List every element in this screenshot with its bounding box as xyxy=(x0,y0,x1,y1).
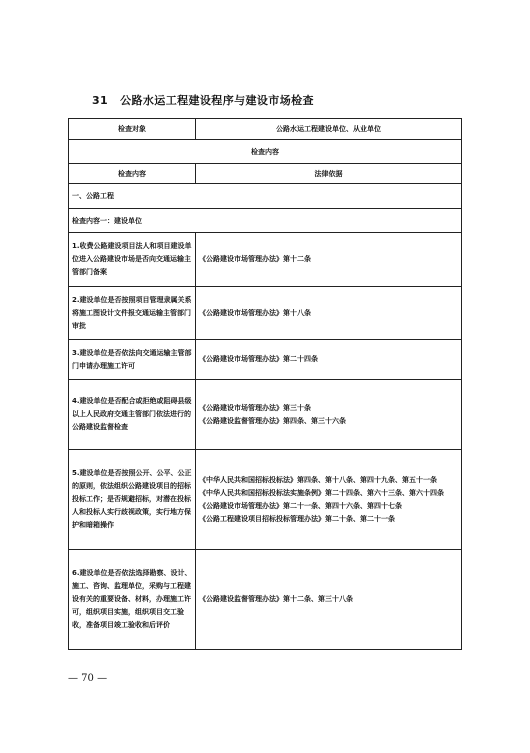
legal-basis-line: 《中华人民共和国招标投标法》第四条、第十八条、第四十九条、第五十一条 xyxy=(199,475,437,484)
check-item: 2.建设单位是否按照项目管理隶属关系将施工图设计文件报交通运输主管部门审批 xyxy=(69,287,196,340)
table-row xyxy=(69,380,462,450)
legal-basis xyxy=(196,450,462,550)
legal-basis-line: 《公路建设市场管理办法》第二十一条、第四十六条、第四十七条 xyxy=(199,501,402,510)
section-title: 公路水运工程建设程序与建设市场检查 xyxy=(120,94,314,107)
check-item: 3.建设单位是否依法向交通运输主管部门申请办理施工许可 xyxy=(69,340,196,380)
subsection-label: 检查内容一：建设单位 xyxy=(69,209,462,233)
table-row xyxy=(69,550,462,650)
legal-basis xyxy=(196,233,462,287)
legal-basis-line: 《中华人民共和国招标投标法实施条例》第二十四条、第六十三条、第六十四条 xyxy=(199,488,444,497)
content-header: 检查内容 xyxy=(69,140,462,164)
content-header-row xyxy=(69,140,462,164)
legal-basis-line: 《公路建设监督管理办法》第十二条、第三十八条 xyxy=(199,595,353,603)
check-item: 6.建设单位是否依法选择勘察、设计、施工、咨询、监理单位，采购与工程建设有关的重要设备、材料，办理施工许可，组织项目实施，组织项目交工验收，准备项目竣工验收和后评价 xyxy=(69,550,196,650)
table-row xyxy=(69,340,462,380)
column-header-basis: 法律依据 xyxy=(196,164,462,184)
page-title xyxy=(92,92,314,108)
section-row xyxy=(69,184,462,209)
column-header-row xyxy=(69,164,462,184)
legal-basis-line: 《公路建设市场管理办法》第二十四条 xyxy=(199,355,318,363)
subsection-row xyxy=(69,209,462,233)
legal-basis-line: 《公路建设市场管理办法》第三十条 xyxy=(199,403,311,412)
legal-basis-line: 《公路建设监督管理办法》第四条、第三十六条 xyxy=(199,416,346,425)
section-label: 一、公路工程 xyxy=(69,184,462,209)
legal-basis xyxy=(196,340,462,380)
object-row xyxy=(69,119,462,140)
table-row xyxy=(69,287,462,340)
table-row xyxy=(69,233,462,287)
legal-basis-line: 《公路工程建设项目招标投标管理办法》第二十条、第二十一条 xyxy=(199,514,395,523)
check-item: 4.建设单位是否配合或拒绝或阻碍县级以上人民政府交通主管部门依法进行的公路建设监督检查 xyxy=(69,380,196,450)
check-item: 1.收费公路建设项目法人和项目建设单位进入公路建设市场是否向交通运输主管部门备案 xyxy=(69,233,196,287)
check-item: 5.建设单位是否按照公开、公平、公正的原则，依法组织公路建设项目的招标投标工作；是否规避招标，对潜在投标人和投标人实行歧视政策，实行地方保护和暗箱操作 xyxy=(69,450,196,550)
object-label: 检查对象 xyxy=(69,119,196,140)
legal-basis xyxy=(196,380,462,450)
table-row xyxy=(69,450,462,550)
column-header-content: 检查内容 xyxy=(69,164,196,184)
legal-basis-line: 《公路建设市场管理办法》第十八条 xyxy=(199,308,311,317)
legal-basis xyxy=(196,287,462,340)
section-number: 31 xyxy=(92,94,109,107)
legal-basis-line: 《公路建设市场管理办法》第十二条 xyxy=(199,255,311,263)
page-number: — 70 — xyxy=(68,673,108,684)
legal-basis xyxy=(196,550,462,650)
object-value: 公路水运工程建设单位、从业单位 xyxy=(196,119,462,140)
inspection-table xyxy=(68,118,462,650)
